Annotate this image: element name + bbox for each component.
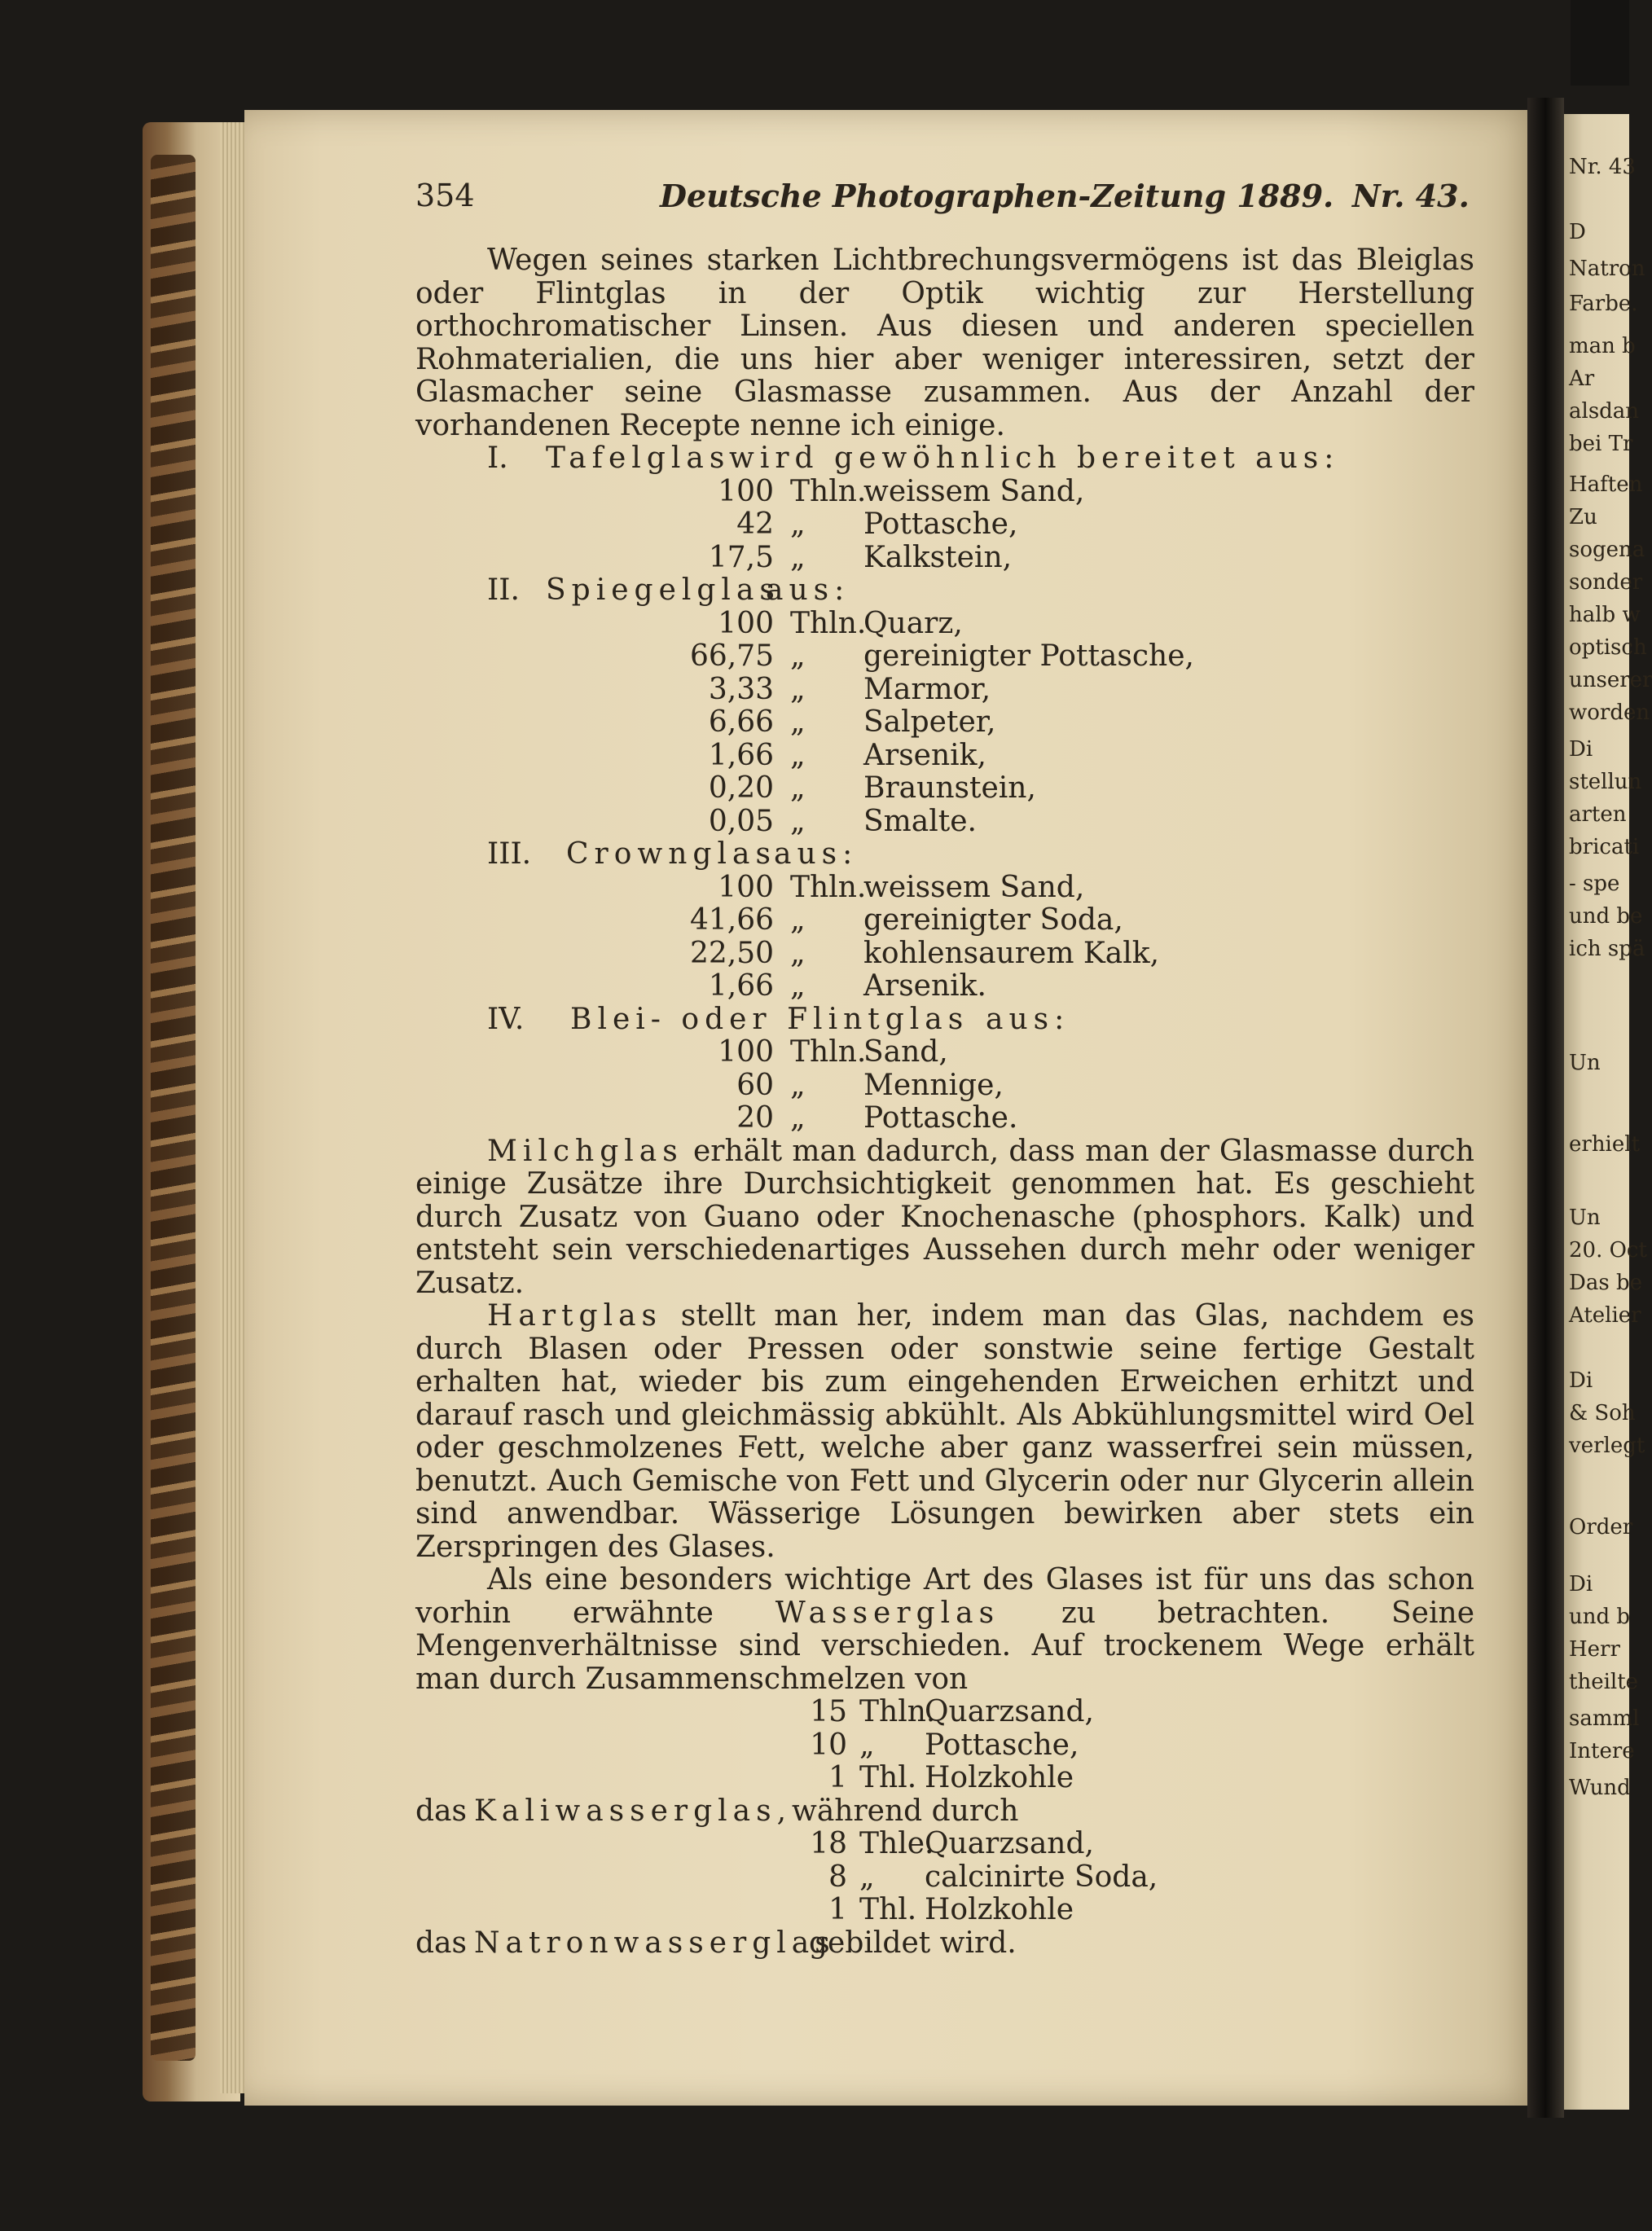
recipe-row bbox=[415, 542, 1474, 575]
numeral: III. bbox=[487, 837, 532, 871]
unit: „ bbox=[790, 540, 806, 574]
recipe-ii-items bbox=[415, 608, 1474, 839]
recipe-row bbox=[415, 806, 1474, 839]
page-number: 354 bbox=[415, 178, 475, 213]
unit: „ bbox=[790, 639, 806, 673]
recipe-name: Spiegelglas bbox=[546, 573, 780, 607]
unit: „ bbox=[790, 969, 806, 1003]
quantity: 6,66 bbox=[708, 705, 774, 739]
recipe-rest: aus: bbox=[774, 837, 859, 871]
recipe-row bbox=[415, 674, 1474, 707]
next-page-text: Un bbox=[1569, 1206, 1601, 1230]
next-page-text: Haften bbox=[1569, 472, 1643, 497]
material: calcinirte Soda, bbox=[925, 1860, 1158, 1894]
material: Holzkohle bbox=[925, 1893, 1074, 1926]
marbled-edge bbox=[151, 155, 196, 2061]
kali-items bbox=[415, 1696, 1474, 1795]
term-natronwasserglas: Natronwasserglas bbox=[474, 1926, 836, 1960]
material: kohlensaurem Kalk, bbox=[863, 936, 1160, 970]
next-page-text: unserer bbox=[1569, 668, 1652, 692]
quantity: 10 bbox=[810, 1728, 847, 1762]
quantity: 100 bbox=[718, 606, 774, 640]
quantity: 15 bbox=[810, 1695, 847, 1728]
milchglas-paragraph bbox=[415, 1135, 1474, 1301]
next-page-text: & Soh bbox=[1569, 1401, 1636, 1425]
term-wasserglas: Wasserglas bbox=[775, 1596, 1000, 1630]
material: gereinigter Pottasche, bbox=[863, 639, 1194, 673]
kali-post: während durch bbox=[792, 1794, 1019, 1828]
next-page-text: Wund bbox=[1569, 1776, 1631, 1800]
material: weissem Sand, bbox=[863, 870, 1085, 904]
recipe-row bbox=[415, 904, 1474, 938]
unit: „ bbox=[790, 936, 806, 970]
recipe-name: Blei- oder Flintglas bbox=[570, 1002, 969, 1036]
next-page-text: und b bbox=[1569, 1605, 1631, 1629]
next-page-text: theilte bbox=[1569, 1670, 1639, 1694]
unit: Thln. bbox=[859, 1695, 936, 1728]
quantity: 100 bbox=[718, 474, 774, 508]
article-body bbox=[415, 244, 1474, 1960]
intro-paragraph: Wegen seines starken Lichtbrechungsvermögens ist das Bleiglas oder Flintglas in der Optik wichtig zur Herstellung orthochromatischer Linsen. Aus diesen und anderen speciellen Rohmaterialien, die uns hier aber weniger interessiren, setzt der Glasmacher seine Glasmasse zusammen. Aus der Anzahl der vorhandenen Recepte nenne ich einige. bbox=[415, 244, 1474, 442]
recipe-row bbox=[415, 1828, 1474, 1861]
natron-pre: das bbox=[415, 1926, 467, 1960]
next-page-text: 20. Oct bbox=[1569, 1238, 1647, 1263]
next-page-text: halb w bbox=[1569, 603, 1641, 627]
journal-title: Deutsche Photographen-Zeitung 1889. bbox=[660, 178, 1334, 214]
natron-line bbox=[415, 1927, 1474, 1961]
unit: „ bbox=[790, 672, 806, 706]
quantity: 42 bbox=[736, 507, 774, 541]
next-page-text: samml bbox=[1569, 1706, 1640, 1731]
recipe-heading-ii bbox=[415, 574, 1474, 608]
next-page-text: D bbox=[1569, 220, 1586, 244]
recipe-heading-iii bbox=[415, 838, 1474, 872]
milchglas-text: erhält man dadurch, dass man der Glasmasse durch einige Zusätze ihre Durchsichtigkeit genommen hat. Es geschieht durch Zusatz von Guano oder Knochenasche (phosphors. Kalk) und entsteht sein verschiedenartiges Aussehen durch mehr oder weniger Zusatz. bbox=[415, 1134, 1474, 1300]
recipe-row bbox=[415, 1861, 1474, 1895]
unit: Thln. bbox=[790, 474, 867, 508]
next-page-text: Ar bbox=[1569, 367, 1595, 391]
next-page-text: Di bbox=[1569, 1368, 1593, 1393]
recipe-heading-iv bbox=[415, 1004, 1474, 1037]
next-page-text: ich spä bbox=[1569, 937, 1645, 961]
term-milchglas: Milchglas bbox=[487, 1134, 683, 1168]
recipe-row bbox=[415, 508, 1474, 542]
material: Braunstein, bbox=[863, 771, 1036, 805]
next-page-text: Natron bbox=[1569, 257, 1645, 281]
unit: „ bbox=[790, 804, 806, 838]
recipe-rest: aus: bbox=[766, 573, 850, 607]
material: Holzkohle bbox=[925, 1761, 1074, 1794]
unit: Thl. bbox=[859, 1761, 917, 1794]
recipe-row bbox=[415, 1729, 1474, 1763]
next-page-text: Un bbox=[1569, 1051, 1601, 1075]
recipe-row bbox=[415, 970, 1474, 1004]
recipe-name: Crownglas bbox=[566, 837, 776, 871]
recipe-rest: aus: bbox=[986, 1002, 1070, 1036]
quantity: 22,50 bbox=[689, 936, 774, 970]
next-page-text: Herr bbox=[1569, 1637, 1620, 1662]
unit: Thle. bbox=[859, 1827, 934, 1860]
next-page-text: Nr. 43 bbox=[1569, 155, 1636, 179]
recipe-row bbox=[415, 1894, 1474, 1927]
next-page-text: stellun bbox=[1569, 770, 1642, 794]
quantity: 0,20 bbox=[708, 771, 774, 805]
next-page-fragment bbox=[1564, 114, 1652, 2110]
recipe-row bbox=[415, 476, 1474, 509]
recipe-name: Tafelglas bbox=[546, 441, 731, 475]
recipe-row bbox=[415, 740, 1474, 773]
recipe-rest: wird gewöhnlich bereitet aus: bbox=[729, 441, 1340, 475]
recipe-iii-items bbox=[415, 872, 1474, 1004]
term-kaliwasserglas: Kaliwasserglas, bbox=[474, 1794, 793, 1828]
next-page-text: optisch bbox=[1569, 635, 1647, 660]
quantity: 1 bbox=[828, 1761, 847, 1794]
numeral: I. bbox=[487, 441, 508, 475]
quantity: 8 bbox=[828, 1860, 847, 1894]
wasserglas-after: zu betrachten. Seine Mengenverhältnisse sind verschieden. Auf trockenem Wege erhält man durch Zusammenschmelzen von bbox=[415, 1596, 1474, 1696]
quantity: 41,66 bbox=[689, 903, 774, 937]
unit: „ bbox=[790, 738, 806, 772]
quantity: 66,75 bbox=[689, 639, 774, 673]
material: Quarz, bbox=[863, 606, 963, 640]
next-page-text: Zu bbox=[1569, 505, 1597, 529]
next-page-text: bei Tr bbox=[1569, 432, 1633, 456]
material: Mennige, bbox=[863, 1068, 1004, 1102]
recipe-heading-i bbox=[415, 442, 1474, 476]
next-page-text: Intere bbox=[1569, 1739, 1635, 1763]
issue-number: Nr. 43. bbox=[1352, 178, 1470, 214]
material: Kalkstein, bbox=[863, 540, 1013, 574]
natron-post: gebildet wird. bbox=[809, 1926, 1017, 1960]
next-page-text: worden bbox=[1569, 700, 1650, 725]
unit: Thln. bbox=[790, 606, 867, 640]
unit: „ bbox=[859, 1728, 875, 1762]
wasserglas-before: Als eine besonders wichtige Art des Glases ist für uns das schon vorhin erwähnte bbox=[415, 1563, 1474, 1630]
material: Pottasche, bbox=[863, 507, 1018, 541]
unit: „ bbox=[790, 1068, 806, 1102]
quantity: 1 bbox=[828, 1893, 847, 1926]
unit: Thln. bbox=[790, 1035, 867, 1069]
next-page-text: Di bbox=[1569, 1572, 1593, 1596]
numeral: II. bbox=[487, 573, 520, 607]
term-hartglas: Hartglas bbox=[487, 1299, 663, 1333]
material: Arsenik, bbox=[863, 738, 986, 772]
unit: Thln. bbox=[790, 870, 867, 904]
kali-line bbox=[415, 1795, 1474, 1829]
material: Quarzsand, bbox=[925, 1695, 1094, 1728]
quantity: 1,66 bbox=[708, 969, 774, 1003]
gutter bbox=[1527, 98, 1564, 2118]
next-page-text: sogena bbox=[1569, 538, 1645, 562]
wasserglas-paragraph bbox=[415, 1564, 1474, 1696]
recipe-row bbox=[415, 772, 1474, 806]
quantity: 100 bbox=[718, 870, 774, 904]
unit: „ bbox=[790, 705, 806, 739]
quantity: 0,05 bbox=[708, 804, 774, 838]
unit: Thl. bbox=[859, 1893, 917, 1926]
next-page-text: erhielt bbox=[1569, 1132, 1641, 1157]
quantity: 3,33 bbox=[708, 672, 774, 706]
running-head bbox=[415, 178, 1474, 218]
next-page-text: arten bbox=[1569, 802, 1627, 827]
recipe-row bbox=[415, 706, 1474, 740]
next-page-text: bricati bbox=[1569, 835, 1640, 859]
next-page-text: - spe bbox=[1569, 872, 1620, 896]
quantity: 20 bbox=[736, 1101, 774, 1135]
next-page-text: Di bbox=[1569, 737, 1593, 762]
next-page-text: sonder bbox=[1569, 570, 1643, 595]
recipe-i-items bbox=[415, 476, 1474, 575]
quantity: 100 bbox=[718, 1035, 774, 1069]
next-page-text: man b bbox=[1569, 334, 1636, 358]
material: Quarzsand, bbox=[925, 1827, 1094, 1860]
recipe-row bbox=[415, 608, 1474, 641]
scan-bar bbox=[1571, 0, 1629, 86]
recipe-row bbox=[415, 1762, 1474, 1795]
unit: „ bbox=[790, 507, 806, 541]
recipe-row bbox=[415, 1696, 1474, 1729]
material: Pottasche, bbox=[925, 1728, 1079, 1762]
recipe-row bbox=[415, 1069, 1474, 1103]
unit: „ bbox=[790, 771, 806, 805]
numeral: IV. bbox=[487, 1002, 525, 1036]
material: Marmor, bbox=[863, 672, 991, 706]
recipe-row bbox=[415, 872, 1474, 905]
quantity: 60 bbox=[736, 1068, 774, 1102]
recipe-iv-items bbox=[415, 1036, 1474, 1135]
hartglas-paragraph bbox=[415, 1300, 1474, 1564]
quantity: 18 bbox=[810, 1827, 847, 1860]
quantity: 1,66 bbox=[708, 738, 774, 772]
recipe-row bbox=[415, 938, 1474, 971]
material: Smalte. bbox=[863, 804, 977, 838]
unit: „ bbox=[790, 1101, 806, 1135]
natron-items bbox=[415, 1828, 1474, 1927]
hartglas-text: stellt man her, indem man das Glas, nachdem es durch Blasen oder Pressen oder sonstwie seine fertige Gestalt erhalten hat, wieder bis zum eingehenden Erweichen erhitzt und darauf rasch und gleichmässig abkühlt. Als Abkühlungsmittel wird Oel oder geschmolzenes Fett, welche aber ganz wasserfrei sein müssen, benutzt. Auch Gemische von Fett und Glycerin oder nur Glycerin allein sind anwendbar. Wässerige Lösungen bewirken aber stets ein Zerspringen des Glases. bbox=[415, 1299, 1474, 1564]
unit: „ bbox=[790, 903, 806, 937]
recipe-row bbox=[415, 1102, 1474, 1135]
material: Sand, bbox=[863, 1035, 948, 1069]
quantity: 17,5 bbox=[708, 540, 774, 574]
material: Pottasche. bbox=[863, 1101, 1018, 1135]
next-page-text: Order bbox=[1569, 1515, 1633, 1539]
unit: „ bbox=[859, 1860, 875, 1894]
material: gereinigter Soda, bbox=[863, 903, 1123, 937]
material: Salpeter, bbox=[863, 705, 996, 739]
next-page-text: verlegt bbox=[1569, 1434, 1645, 1458]
recipe-row bbox=[415, 1036, 1474, 1069]
recipe-row bbox=[415, 640, 1474, 674]
next-page-text: alsdan bbox=[1569, 399, 1640, 424]
material: Arsenik. bbox=[863, 969, 986, 1003]
next-page-text: Das be bbox=[1569, 1271, 1642, 1295]
kali-pre: das bbox=[415, 1794, 467, 1828]
next-page-text: Farbe. bbox=[1569, 292, 1638, 316]
material: weissem Sand, bbox=[863, 474, 1085, 508]
next-page-text: Atelier bbox=[1569, 1303, 1641, 1328]
next-page-text: und be bbox=[1569, 904, 1643, 929]
